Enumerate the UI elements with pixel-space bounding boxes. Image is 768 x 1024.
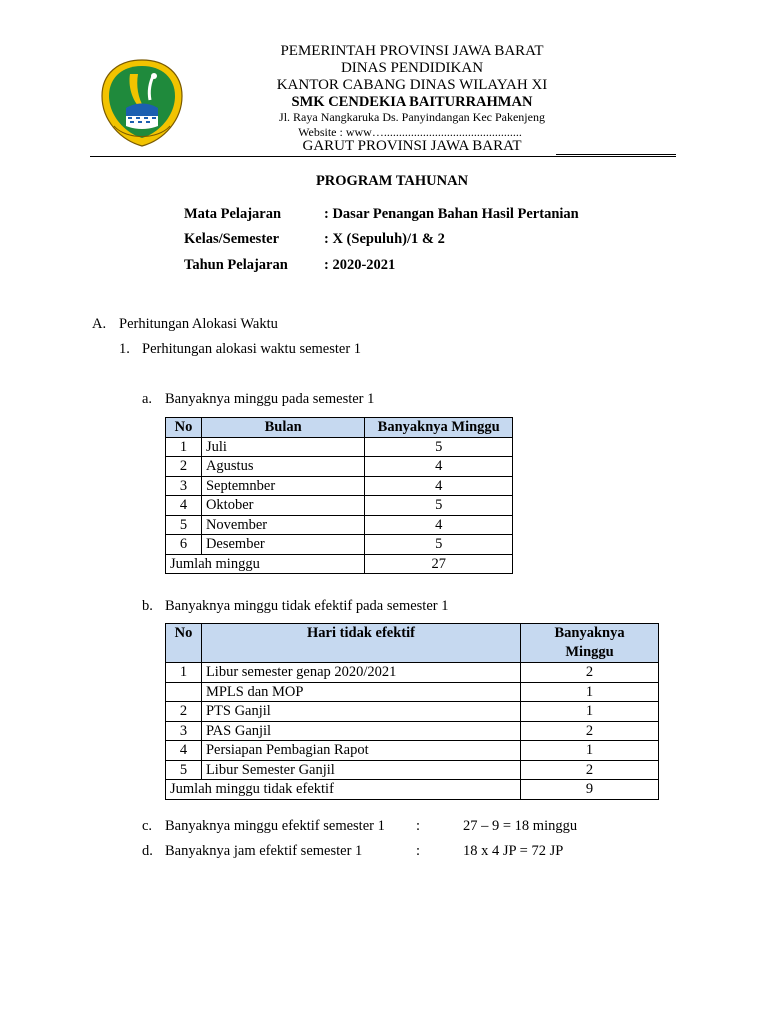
header-government: PEMERINTAH PROVINSI JAWA BARAT <box>280 43 544 59</box>
cell-no <box>166 682 202 702</box>
cell-day: Libur Semester Ganjil <box>201 760 520 780</box>
class-value: : X (Sepuluh)/1 & 2 <box>324 231 445 247</box>
cell-weeks: 1 <box>521 702 659 722</box>
table-row <box>166 721 659 741</box>
cell-weeks: 2 <box>521 721 659 741</box>
cell-day: PAS Ganjil <box>201 721 520 741</box>
item-b-marker: b. <box>142 598 153 614</box>
weeks-per-month-table <box>165 417 513 574</box>
table-header-row <box>166 624 659 663</box>
cell-day: Persiapan Pembagian Rapot <box>201 741 520 761</box>
column-header-weeks: Banyaknya Minggu <box>365 418 513 438</box>
cell-no: 4 <box>166 496 202 516</box>
cell-no: 4 <box>166 741 202 761</box>
total-label: Jumlah minggu <box>166 554 365 574</box>
cell-month: Septemnber <box>201 476 364 496</box>
cell-month: November <box>201 515 364 535</box>
column-header-weeks: Banyaknya Minggu <box>521 624 659 663</box>
cell-weeks: 4 <box>365 457 513 477</box>
header-website: Website : www….............................................. <box>298 125 522 139</box>
cell-no: 6 <box>166 535 202 555</box>
cell-weeks: 5 <box>365 496 513 516</box>
item-c-colon: : <box>416 818 421 834</box>
table-row <box>166 663 659 683</box>
non-effective-weeks-table <box>165 623 659 800</box>
year-label: Tahun Pelajaran <box>184 257 288 273</box>
column-header-no: No <box>166 418 202 438</box>
subsection-1-title: Perhitungan alokasi waktu semester 1 <box>142 341 362 357</box>
column-header-day: Hari tidak efektif <box>201 624 520 663</box>
item-d-label: Banyaknya jam efektif semester 1 <box>165 843 363 859</box>
total-label: Jumlah minggu tidak efektif <box>166 780 521 800</box>
item-a-title: Banyaknya minggu pada semester 1 <box>165 391 375 407</box>
cell-weeks: 1 <box>521 741 659 761</box>
table-row <box>166 535 513 555</box>
cell-no: 5 <box>166 515 202 535</box>
cell-month: Juli <box>201 437 364 457</box>
table-total-row <box>166 554 513 574</box>
cell-weeks: 5 <box>365 535 513 555</box>
column-header-month: Bulan <box>201 418 364 438</box>
subject-label: Mata Pelajaran <box>184 206 282 222</box>
item-c-marker: c. <box>142 818 153 834</box>
section-a-marker: A. <box>92 316 107 332</box>
header-department: DINAS PENDIDIKAN <box>340 60 484 76</box>
header-branch-office: KANTOR CABANG DINAS WILAYAH XI <box>276 77 548 93</box>
header-divider <box>90 156 676 157</box>
table-header-row <box>166 418 513 438</box>
year-value: : 2020-2021 <box>324 257 396 273</box>
total-value: 9 <box>521 780 659 800</box>
cell-day: MPLS dan MOP <box>201 682 520 702</box>
item-a-marker: a. <box>142 391 153 407</box>
table-row <box>166 515 513 535</box>
section-a-title: Perhitungan Alokasi Waktu <box>119 316 278 332</box>
cell-no: 2 <box>166 702 202 722</box>
cell-weeks: 1 <box>521 682 659 702</box>
subject-value: : Dasar Penangan Bahan Hasil Pertanian <box>324 206 579 222</box>
table-total-row <box>166 780 659 800</box>
table-row <box>166 702 659 722</box>
cell-weeks: 5 <box>365 437 513 457</box>
cell-month: Desember <box>201 535 364 555</box>
subsection-1-marker: 1. <box>119 341 130 357</box>
item-d-colon: : <box>416 843 421 859</box>
header-region: GARUT PROVINSI JAWA BARAT <box>302 138 522 154</box>
cell-no: 3 <box>166 721 202 741</box>
item-d-marker: d. <box>142 843 153 859</box>
table-row <box>166 760 659 780</box>
cell-no: 3 <box>166 476 202 496</box>
header-divider-thick <box>556 154 676 155</box>
document-title: PROGRAM TAHUNAN <box>315 173 469 189</box>
cell-month: Oktober <box>201 496 364 516</box>
table-row <box>166 682 659 702</box>
cell-no: 2 <box>166 457 202 477</box>
cell-weeks: 2 <box>521 760 659 780</box>
item-c-value: 27 – 9 = 18 minggu <box>463 818 578 834</box>
cell-month: Agustus <box>201 457 364 477</box>
column-header-no: No <box>166 624 202 663</box>
cell-no: 1 <box>166 437 202 457</box>
item-b-title: Banyaknya minggu tidak efektif pada semester 1 <box>165 598 449 614</box>
table-row <box>166 437 513 457</box>
class-label: Kelas/Semester <box>184 231 280 247</box>
cell-weeks: 4 <box>365 515 513 535</box>
header-school-name: SMK CENDEKIA BAITURRAHMAN <box>291 94 533 110</box>
cell-day: PTS Ganjil <box>201 702 520 722</box>
cell-no: 5 <box>166 760 202 780</box>
cell-no: 1 <box>166 663 202 683</box>
table-row <box>166 457 513 477</box>
cell-weeks: 2 <box>521 663 659 683</box>
cell-day: Libur semester genap 2020/2021 <box>201 663 520 683</box>
item-c-label: Banyaknya minggu efektif semester 1 <box>165 818 385 834</box>
item-d-value: 18 x 4 JP = 72 JP <box>463 843 564 859</box>
table-row <box>166 741 659 761</box>
table-row <box>166 476 513 496</box>
cell-weeks: 4 <box>365 476 513 496</box>
total-value: 27 <box>365 554 513 574</box>
header-address: Jl. Raya Nangkaruka Ds. Panyindangan Kec Pakenjeng <box>279 110 545 124</box>
table-row <box>166 496 513 516</box>
